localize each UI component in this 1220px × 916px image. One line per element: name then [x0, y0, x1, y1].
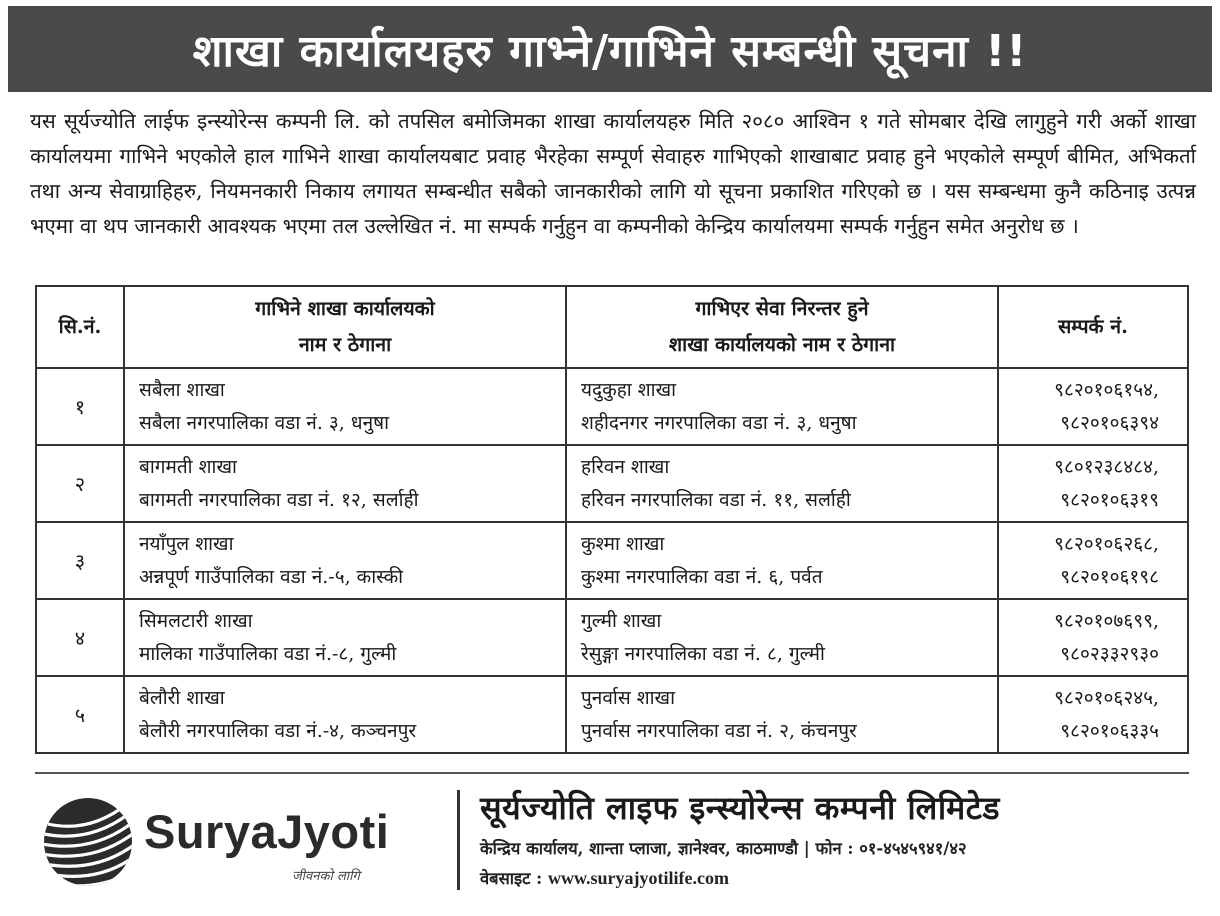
branch-merger-table — [35, 285, 1189, 754]
logo-wordmark: SuryaJyoti — [144, 805, 390, 858]
contact-phone-2: ९८२०१०६३३५ — [1060, 719, 1159, 742]
header-merging-line1: गाभिने शाखा कार्यालयको — [255, 297, 435, 320]
header-merging-line2: नाम र ठेगाना — [298, 333, 392, 356]
footer-divider — [35, 772, 1189, 774]
notice-body: यस सूर्यज्योति लाईफ इन्स्योरेन्स कम्पनी लि. को तपसिल बमोजिमका शाखा कार्यालयहरु मिति २०८० आश्विन १ गते सोमबार देखि लागुहुने गरी अर्को शाखा कार्यालयमा गाभिने भएकोले हाल गाभिने शाखा कार्यालयबाट प्रवाह भैरहेका सम्पूर्ण सेवाहरु गाभिएको शाखाबाट प्रवाह हुने भएकोले सम्पूर्ण बीमित, अभिकर्ता तथा अन्य सेवाग्राहिहरु, नियमनकारी निकाय लगायत सम्बन्धीत सबैको जानकारीको लागि यो सूचना प्रकाशित गरिएको छ । यस सम्बन्धमा कुनै कठिनाइ उत्पन्न भएमा वा थप जानकारी आवश्यक भएमा तल उल्लेखित नं. मा सम्पर्क गर्नुहुन वा कम्पनीको केन्द्रिय कार्यालयमा सम्पर्क गर्नुहुन समेत अनुरोध छ । — [30, 109, 1196, 238]
table-header-row — [36, 286, 1188, 368]
continuing-branch-name: हरिवन शाखा — [581, 455, 670, 478]
merging-branch-cell — [124, 445, 566, 522]
row-sn: ५ — [36, 676, 124, 753]
continuing-branch-address: कुश्मा नगरपालिका वडा नं. ६, पर्वत — [581, 565, 823, 588]
contact-phone-1: ९८२०१०६२४५, — [1054, 686, 1159, 709]
contact-cell — [998, 445, 1188, 522]
continuing-branch-cell — [566, 522, 998, 599]
continuing-branch-address: रेसुङ्गा नगरपालिका वडा नं. ८, गुल्मी — [581, 642, 825, 665]
merging-branch-address: अन्नपूर्ण गाउँपालिका वडा नं.-५, कास्की — [139, 565, 404, 588]
company-name: सूर्यज्योति लाइफ इन्स्योरेन्स कम्पनी लिमिटेड — [480, 789, 1001, 827]
contact-phone-1: ९८२०१०७६९९, — [1054, 609, 1159, 632]
notice-title: शाखा कार्यालयहरु गाभ्ने/गाभिने सम्बन्धी सूचना !! — [8, 6, 1212, 92]
header-sn: सि.नं. — [36, 286, 124, 368]
merging-branch-address: सबैला नगरपालिका वडा नं. ३, धनुषा — [139, 411, 390, 434]
striped-globe-icon — [40, 794, 136, 890]
table-row — [36, 676, 1188, 753]
merging-branch-name: सबैला शाखा — [139, 378, 225, 401]
contact-cell — [998, 599, 1188, 676]
header-continuing-branch — [566, 286, 998, 368]
website-url[interactable]: www.suryajyotilife.com — [548, 868, 729, 888]
contact-cell — [998, 522, 1188, 599]
table-row — [36, 368, 1188, 445]
merging-branch-cell — [124, 676, 566, 753]
continuing-branch-name: कुश्मा शाखा — [581, 532, 665, 555]
continuing-branch-address: पुनर्वास नगरपालिका वडा नं. २, कंचनपुर — [581, 719, 857, 742]
merging-branch-cell — [124, 368, 566, 445]
merging-branch-address: मालिका गाउँपालिका वडा नं.-८, गुल्मी — [139, 642, 397, 665]
table-row — [36, 599, 1188, 676]
merging-branch-name: बेलौरी शाखा — [139, 686, 225, 709]
header-continuing-line1: गाभिएर सेवा निरन्तर हुने — [695, 297, 869, 320]
website-label: वेबसाइट : — [480, 869, 543, 888]
continuing-branch-address: शहीदनगर नगरपालिका वडा नं. ३, धनुषा — [581, 411, 857, 434]
contact-cell — [998, 368, 1188, 445]
company-address: केन्द्रिय कार्यालय, शान्ता प्लाजा, ज्ञानेश्वर, काठमाण्डौ | फोन : ०१-४५४५९४१/४२ — [480, 839, 967, 858]
continuing-branch-cell — [566, 676, 998, 753]
merging-branch-name: बागमती शाखा — [139, 455, 237, 478]
contact-phone-2: ९८०२३३२९३० — [1060, 642, 1159, 665]
merging-branch-address: बागमती नगरपालिका वडा नं. १२, सर्लाही — [139, 488, 419, 511]
contact-phone-1: ९८२०१०६२६८, — [1054, 532, 1159, 555]
row-sn: २ — [36, 445, 124, 522]
table-row — [36, 522, 1188, 599]
row-sn: १ — [36, 368, 124, 445]
contact-cell — [998, 676, 1188, 753]
merging-branch-cell — [124, 599, 566, 676]
logo-tagline: जीवनको लागि — [292, 869, 360, 884]
merging-branch-name: सिमलटारी शाखा — [139, 609, 253, 632]
merging-branch-address: बेलौरी नगरपालिका वडा नं.-४, कञ्चनपुर — [139, 719, 417, 742]
header-contact: सम्पर्क नं. — [998, 286, 1188, 368]
continuing-branch-address: हरिवन नगरपालिका वडा नं. ११, सर्लाही — [581, 488, 851, 511]
company-website — [480, 866, 729, 889]
continuing-branch-name: गुल्मी शाखा — [581, 609, 662, 632]
continuing-branch-name: पुनर्वास शाखा — [581, 686, 676, 709]
contact-phone-2: ९८२०१०६३१९ — [1060, 488, 1159, 511]
contact-phone-1: ९८२०१०६१५४, — [1054, 378, 1159, 401]
contact-phone-1: ९८०१२३८४८४, — [1054, 455, 1159, 478]
header-merging-branch — [124, 286, 566, 368]
continuing-branch-cell — [566, 599, 998, 676]
contact-phone-2: ९८२०१०६३९४ — [1060, 411, 1159, 434]
continuing-branch-cell — [566, 368, 998, 445]
row-sn: ४ — [36, 599, 124, 676]
table-row — [36, 445, 1188, 522]
contact-phone-2: ९८२०१०६१९८ — [1060, 565, 1159, 588]
row-sn: ३ — [36, 522, 124, 599]
merging-branch-cell — [124, 522, 566, 599]
merging-branch-name: नयाँपुल शाखा — [139, 532, 234, 555]
company-logo — [40, 790, 440, 900]
footer-separator — [457, 790, 460, 890]
continuing-branch-cell — [566, 445, 998, 522]
continuing-branch-name: यदुकुहा शाखा — [581, 378, 677, 401]
header-continuing-line2: शाखा कार्यालयको नाम र ठेगाना — [668, 333, 896, 356]
